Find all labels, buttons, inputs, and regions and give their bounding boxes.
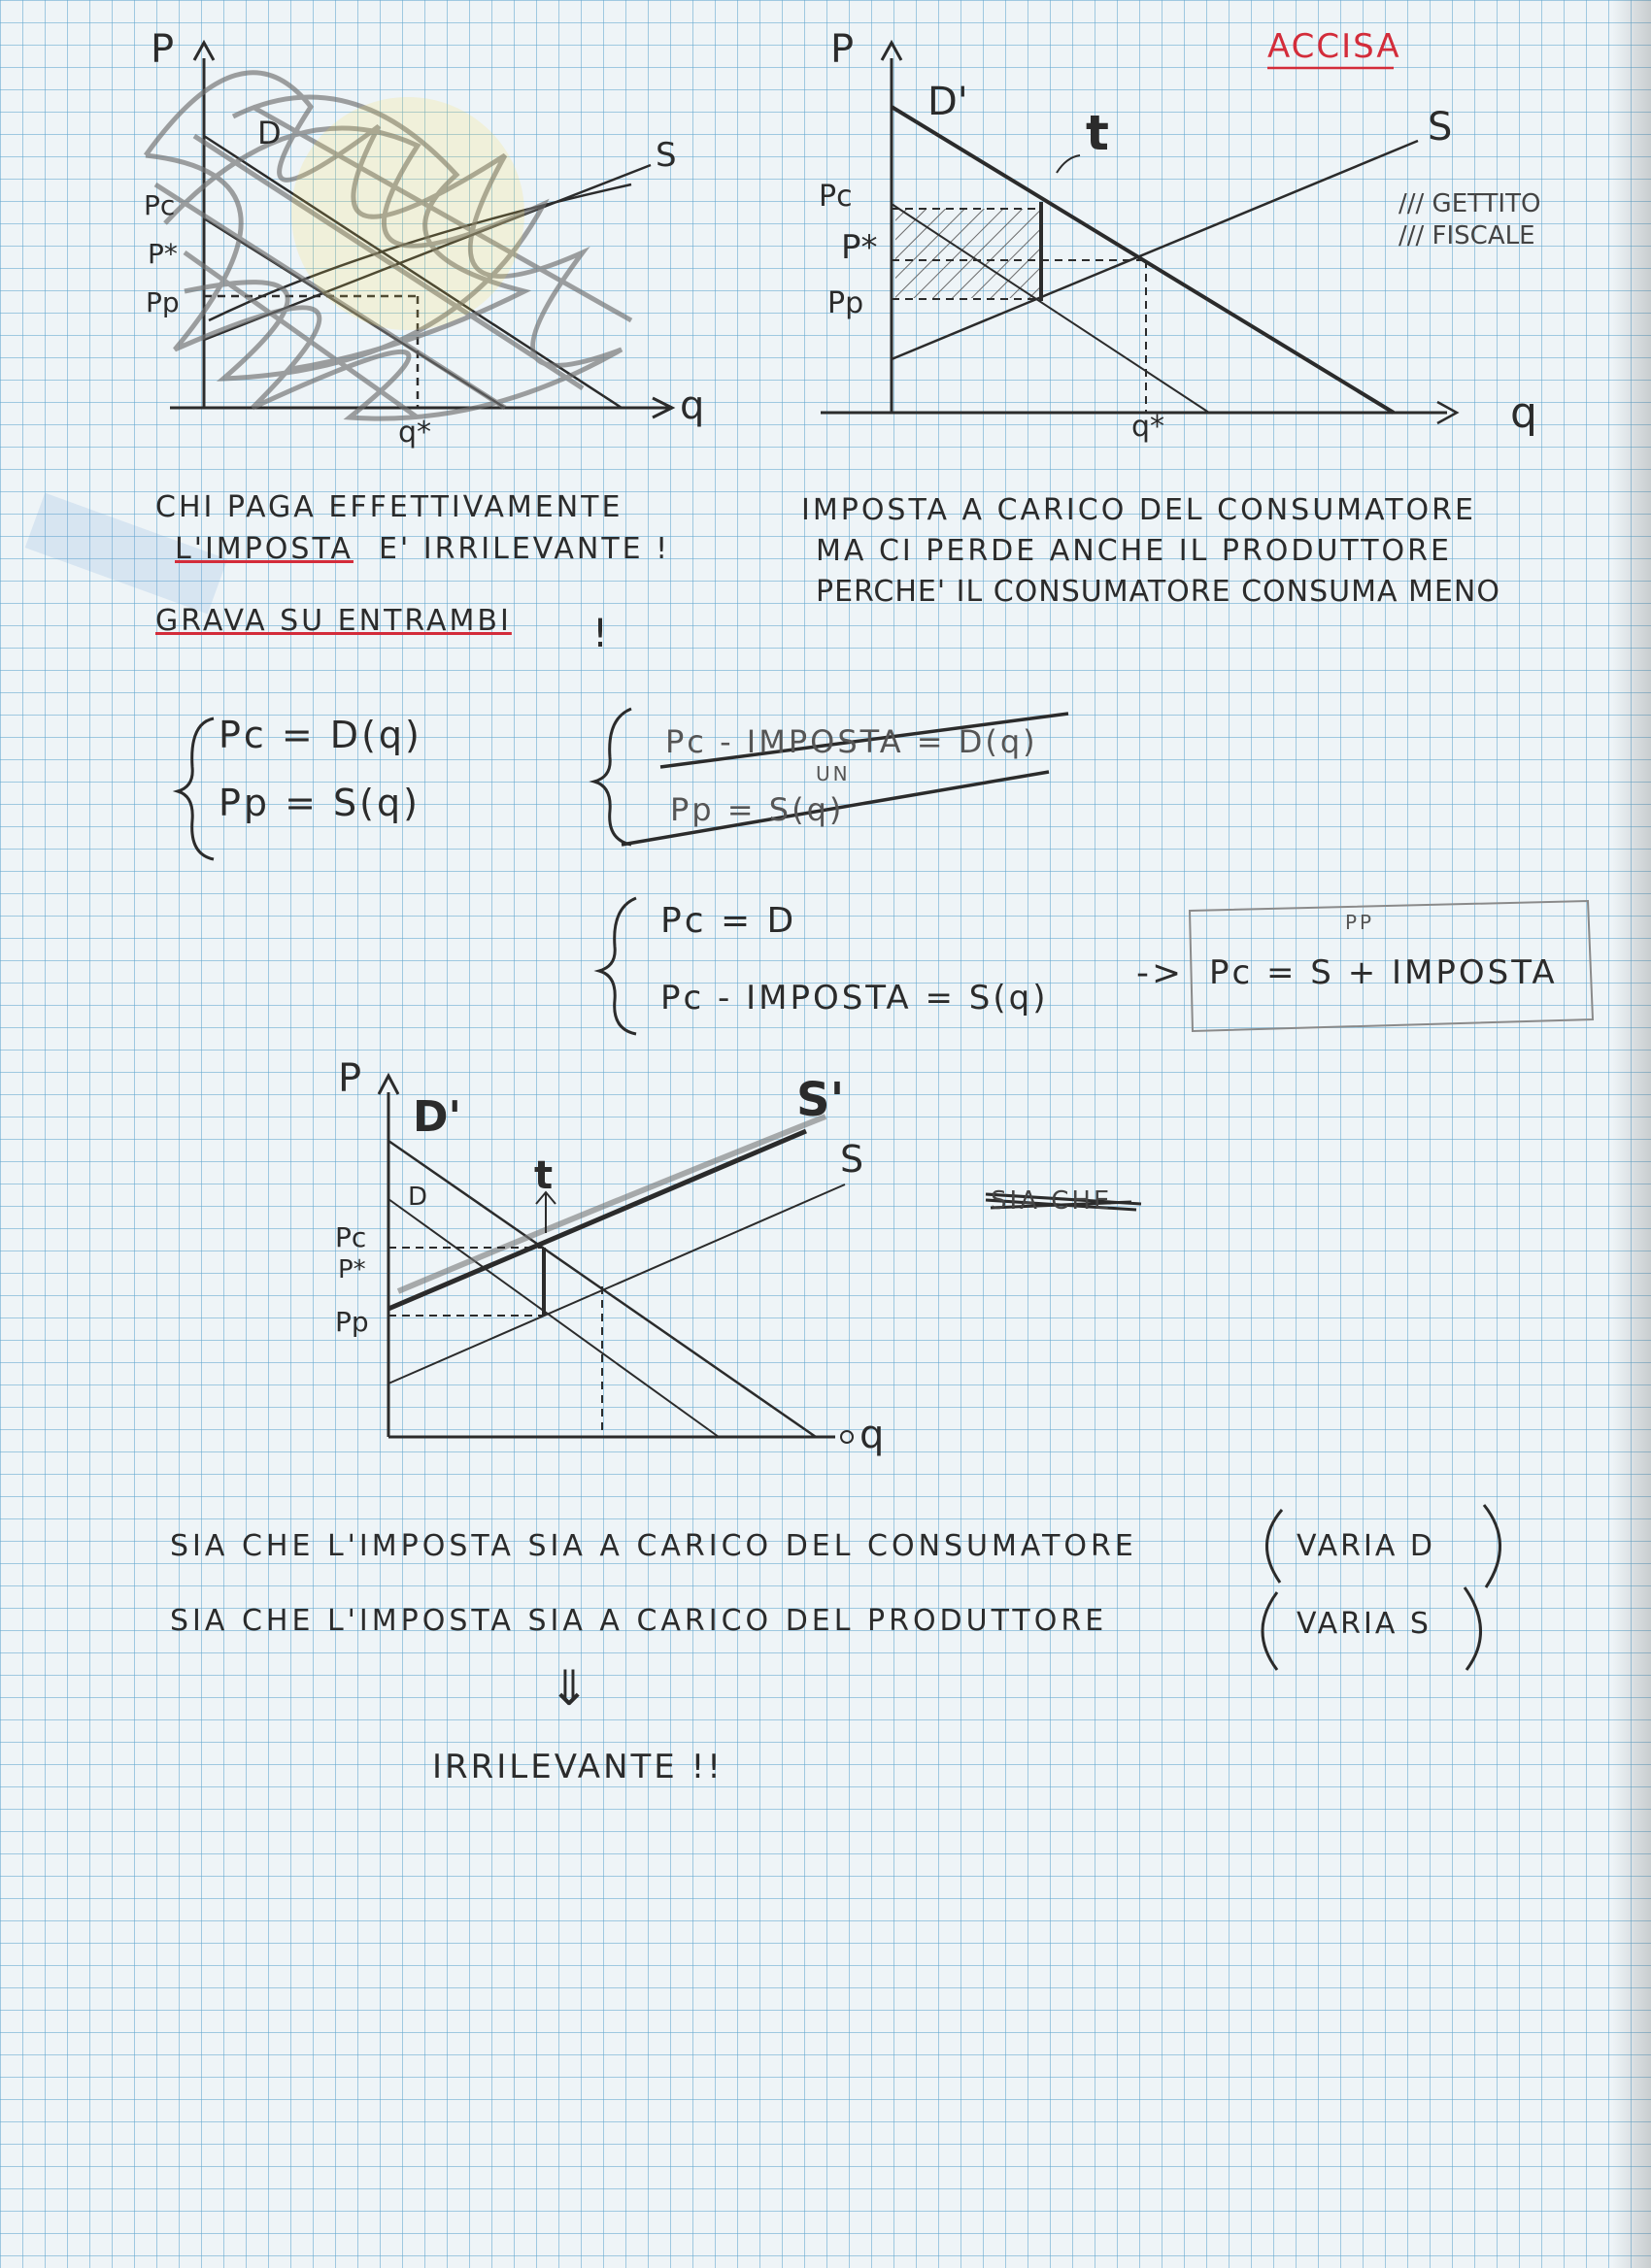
graph3-label-pstar: P* xyxy=(338,1255,366,1284)
graph1-label-s: S xyxy=(656,136,677,175)
arrow-to-result: -> xyxy=(1136,953,1185,993)
note-left-line2-underlined: L'IMPOSTA xyxy=(175,532,354,566)
graph3-label-d: D xyxy=(408,1183,428,1212)
graph2-title: ACCISA xyxy=(1267,27,1401,66)
note-left-line2-rest: E' IRRILEVANTE ! xyxy=(379,532,671,566)
graph3-label-pc: Pc xyxy=(335,1221,367,1253)
note-right-line3: PERCHE' IL CONSUMATORE CONSUMA MENO xyxy=(816,575,1500,609)
graph2-label-pstar: P* xyxy=(841,228,878,267)
system2-line2: Pc - IMPOSTA = S(q) xyxy=(660,979,1049,1017)
graph1-label-pc: Pc xyxy=(144,189,176,221)
conclusion-line1: SIA CHE L'IMPOSTA SIA A CARICO DEL CONSUMATORE xyxy=(170,1529,1137,1563)
boxed-result: Pc = S + IMPOSTA xyxy=(1209,953,1558,992)
graph2-label-qstar: q* xyxy=(1131,410,1165,444)
graph3-label-dprime: D' xyxy=(413,1092,461,1142)
graph3-label-sprime: S' xyxy=(796,1073,845,1127)
graph1-label-qstar: q* xyxy=(398,416,432,450)
graph2-label-dprime: D' xyxy=(927,80,968,124)
system1-line1: Pc = D(q) xyxy=(219,714,422,756)
boxed-result-super: PP xyxy=(1345,911,1375,934)
conclusion-result: IRRILEVANTE !! xyxy=(432,1748,724,1786)
graph3-label-t: t xyxy=(534,1153,554,1198)
system1-line2: Pp = S(q) xyxy=(219,782,421,824)
graph3-label-pp: Pp xyxy=(335,1306,369,1338)
struck-line2: Pp = S(q) xyxy=(670,791,845,828)
graph2-legend-line1: /// GETTITO xyxy=(1398,189,1541,218)
note-right-line1: IMPOSTA A CARICO DEL CONSUMATORE xyxy=(801,493,1476,527)
conclusion-line2-paren: VARIA S xyxy=(1297,1607,1432,1641)
graph1-label-d: D xyxy=(257,115,282,151)
graph3-label-s: S xyxy=(840,1138,864,1181)
graph1-label-pstar: P* xyxy=(148,238,178,270)
graph2-label-s: S xyxy=(1428,105,1453,150)
graph3-axis-q: q xyxy=(859,1413,885,1457)
graph2-label-pp: Pp xyxy=(827,286,864,320)
graph1-axis-p: P xyxy=(151,27,175,72)
graph2-axis-q: q xyxy=(1510,388,1537,438)
conclusion-line1-paren: VARIA D xyxy=(1297,1529,1435,1563)
graph2-axis-p: P xyxy=(830,27,855,72)
note-left-line3-mark: ! xyxy=(592,612,612,656)
struck-line1-insert: UN xyxy=(816,762,851,785)
graph1-label-pp: Pp xyxy=(146,286,180,318)
struck-line1: Pc - IMPOSTA = D(q) xyxy=(665,723,1038,760)
note-left-line1: CHI PAGA EFFETTIVAMENTE xyxy=(155,490,623,524)
note-left-line3: GRAVA SU ENTRAMBI xyxy=(155,604,512,638)
graph2-label-pc: Pc xyxy=(819,180,853,214)
conclusion-line2: SIA CHE L'IMPOSTA SIA A CARICO DEL PRODUTTORE xyxy=(170,1604,1108,1638)
graph3-struck-text: SIA CHE xyxy=(991,1186,1113,1216)
graph2-legend-line2: /// FISCALE xyxy=(1398,221,1535,250)
conclusion-implies-arrow: ⇓ xyxy=(549,1660,592,1717)
graph1-axis-q: q xyxy=(680,384,705,428)
graph3-axis-p: P xyxy=(338,1056,362,1101)
system2-line1: Pc = D xyxy=(660,901,797,941)
note-right-line2: MA CI PERDE ANCHE IL PRODUTTORE xyxy=(816,534,1452,568)
graph2-label-t: t xyxy=(1086,105,1109,161)
